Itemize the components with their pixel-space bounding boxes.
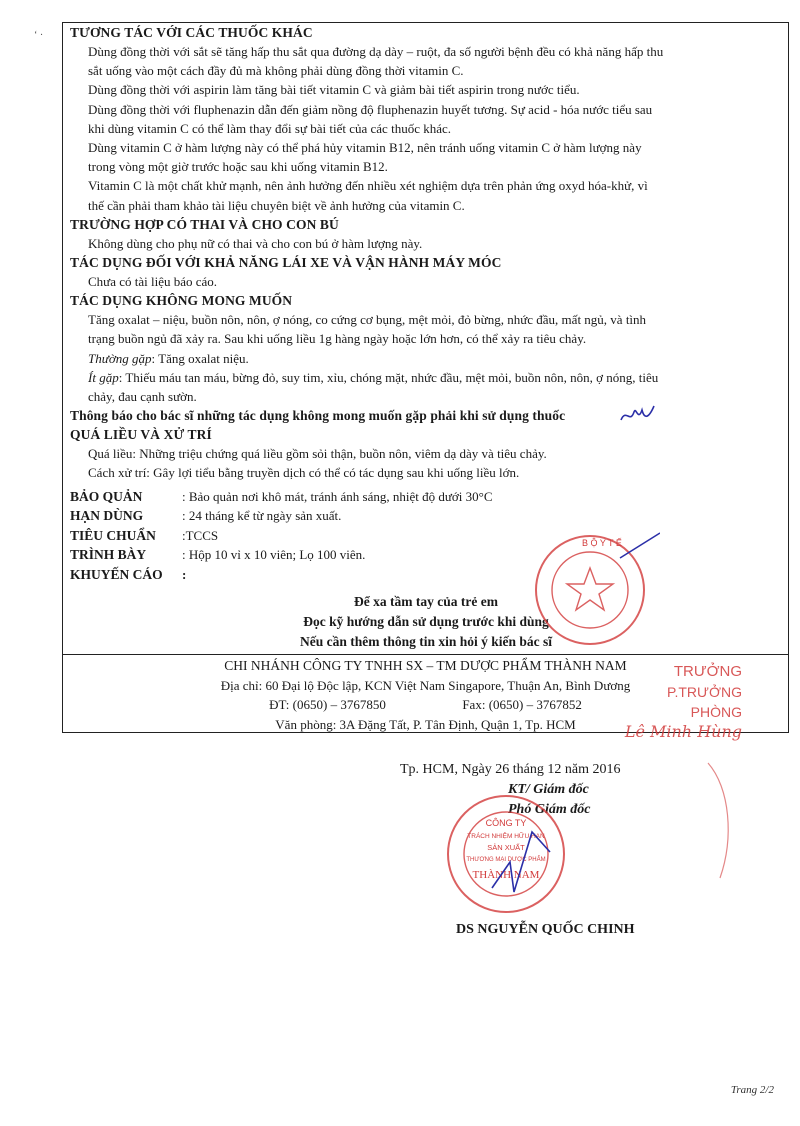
common-label: Thường gặp	[88, 350, 152, 366]
company-seal-icon	[432, 792, 582, 916]
seal-text-5: THÀNH NAM	[472, 869, 540, 881]
info-label: KHUYẾN CÁO	[70, 566, 163, 582]
info-row-standard	[70, 526, 782, 546]
company-fax: Fax: (0650) – 3767852	[462, 697, 582, 712]
interactions-p2: Dùng đồng thời với aspirin làm tăng bài tiết vitamin C và giảm bài tiết aspirin trong nước tiểu.	[88, 82, 580, 98]
interactions-p3b: khi dùng vitamin C có thể làm thay đổi sự bài tiết của các thuốc khác.	[88, 120, 452, 136]
approval-line-2: P.TRƯỞNG PHÒNG	[666, 684, 742, 720]
info-value: :TCCS	[182, 527, 219, 543]
info-label: TRÌNH BÀY	[70, 547, 147, 563]
initials-signature-icon	[618, 402, 658, 428]
common-text: : Tăng oxalat niệu.	[151, 350, 249, 366]
section-title-pregnancy: TRƯỜNG HỢP CÓ THAI VÀ CHO CON BÚ	[70, 216, 339, 232]
interactions-p5b: thế cần phải tham khảo tài liệu chuyên biệt về ảnh hưởng của vitamin C.	[88, 197, 465, 213]
interactions-p1b: sắt uống vào một cách đầy đủ mà không phải dùng đồng thời vitamin C.	[88, 63, 464, 79]
side-effects-common	[70, 349, 782, 368]
signature-stroke-icon	[700, 758, 740, 888]
section-title-driving: TÁC DỤNG ĐỐI VỚI KHẢ NĂNG LÁI XE VÀ VẬN HÀNH MÁY MÓC	[70, 255, 502, 271]
section-divider	[62, 654, 789, 655]
document-body	[70, 23, 782, 652]
notice-text: Thông báo cho bác sĩ những tác dụng không mong muốn gặp phải khi sử dụng thuốc	[70, 408, 566, 424]
svg-text:B Ộ Y T Ế: B Ộ Y T Ế	[582, 538, 622, 548]
section-title-side-effects: TÁC DỤNG KHÔNG MONG MUỐN	[70, 293, 293, 309]
ministry-seal-icon	[520, 528, 660, 648]
approval-signature: Lê Minh Hùng	[624, 722, 742, 741]
side-effects-notice	[70, 406, 782, 425]
rare-label: Ít gặp	[88, 369, 119, 385]
info-row-expiry	[70, 506, 782, 526]
page-number: Trang 2/2	[730, 1084, 774, 1096]
side-effects-p1b: trạng buồn ngủ đã xảy ra. Sau khi uống liều 1g hàng ngày hoặc lớn hơn, có thể xảy ra tiêu chảy.	[88, 331, 587, 347]
overdose-p2: Cách xử trí: Gây lợi tiểu bằng truyền dịch có thể có tác dụng sau khi uống liều lớn.	[88, 465, 520, 481]
driving-text: Chưa có tài liệu báo cáo.	[88, 274, 218, 290]
section-title-interactions: TƯƠNG TÁC VỚI CÁC THUỐC KHÁC	[70, 25, 313, 40]
info-label: TIÊU CHUẨN	[70, 527, 156, 543]
warning-line-2: Đọc kỹ hướng dẫn sử dụng trước khi dùng	[303, 614, 549, 630]
seal-text-3: SẢN XUẤT	[487, 843, 525, 852]
info-label: BẢO QUẢN	[70, 488, 143, 504]
interactions-p5a: Vitamin C là một chất khử mạnh, nên ảnh hưởng đến nhiều xét nghiệm dựa trên phản ứng oxyd hóa-khử, vì	[88, 178, 648, 194]
section-title-overdose: QUÁ LIỀU VÀ XỬ TRÍ	[70, 427, 212, 443]
seal-text-1: CÔNG TY	[485, 818, 527, 828]
info-row-storage	[70, 487, 782, 507]
info-value: : Hộp 10 vỉ x 10 viên; Lọ 100 viên.	[182, 547, 366, 563]
signer-name: DS NGUYỄN QUỐC CHINH	[456, 922, 635, 937]
pregnancy-text: Không dùng cho phụ nữ có thai và cho con bú ở hàm lượng này.	[88, 235, 423, 251]
warning-line-3: Nếu cần thêm thông tin xin hỏi ý kiến bác sĩ	[299, 634, 553, 650]
signer-role-1: KT/ Giám đốc	[508, 782, 589, 797]
side-effects-rare	[70, 368, 782, 387]
margin-mark: ‘ ·	[34, 30, 44, 41]
info-value: : 24 tháng kể từ ngày sản xuất.	[182, 508, 342, 524]
company-name: CHI NHÁNH CÔNG TY TNHH SX – TM DƯỢC PHẨM THÀNH NAM	[224, 658, 627, 673]
info-row-warning	[70, 565, 782, 585]
overdose-p1: Quá liều: Những triệu chứng quá liều gồm sỏi thận, buồn nôn, viêm dạ dày và tiêu chảy.	[88, 446, 547, 462]
seal-text-2: TRÁCH NHIỆM HỮU HẠN	[467, 833, 545, 840]
info-row-presentation	[70, 545, 782, 565]
signer-role-2: Phó Giám đốc	[508, 802, 591, 817]
interactions-p4a: Dùng vitamin C ở hàm lượng này có thể phá hủy vitamin B12, nên tránh uống vitamin C ở hàm lượng này	[88, 140, 642, 156]
interactions-p4b: trong vòng một giờ trước hoặc sau khi uống vitamin B12.	[88, 159, 388, 175]
seal-text-4: THƯƠNG MẠI DƯỢC PHẨM	[466, 857, 546, 863]
interactions-p3a: Dùng đồng thời với fluphenazin dẫn đến giảm nồng độ fluphenazin huyết tương. Sự acid - hóa nước tiểu sau	[88, 101, 653, 117]
warning-line-1: Để xa tầm tay của trẻ em	[354, 594, 498, 610]
company-phone: ĐT: (0650) – 3767850	[269, 697, 386, 712]
rare-text-a: : Thiếu máu tan máu, bừng đỏ, suy tim, xỉu, chóng mặt, nhức đầu, mệt mỏi, buồn nôn, nôn, ợ nóng, tiêu	[118, 369, 659, 385]
approval-line-1: TRƯỞNG	[673, 663, 742, 680]
interactions-p1a: Dùng đồng thời với sắt sẽ tăng hấp thu sắt qua đường dạ dày – ruột, đa số người bệnh đều có khả năng hấp thu	[88, 44, 664, 59]
side-effects-p1a: Tăng oxalat – niệu, buồn nôn, nôn, ợ nóng, co cứng cơ bụng, mệt mỏi, đỏ bừng, nhức đầu, mất ngủ, và tình	[88, 312, 647, 328]
side-effects-rare-b: chảy, đau cạnh sườn.	[88, 389, 197, 405]
info-value: :	[182, 566, 187, 582]
date-line: Tp. HCM, Ngày 26 tháng 12 năm 2016	[400, 762, 621, 777]
company-office: Văn phòng: 3A Đặng Tất, P. Tân Định, Quận 1, Tp. HCM	[275, 716, 576, 732]
info-value: : Bảo quản nơi khô mát, tránh ánh sáng, nhiệt độ dưới 30°C	[182, 488, 493, 504]
company-address: Địa chỉ: 60 Đại lộ Độc lập, KCN Việt Nam Singapore, Thuận An, Bình Dương	[220, 677, 631, 693]
info-label: HẠN DÙNG	[70, 508, 144, 524]
approval-stamp	[612, 662, 742, 742]
